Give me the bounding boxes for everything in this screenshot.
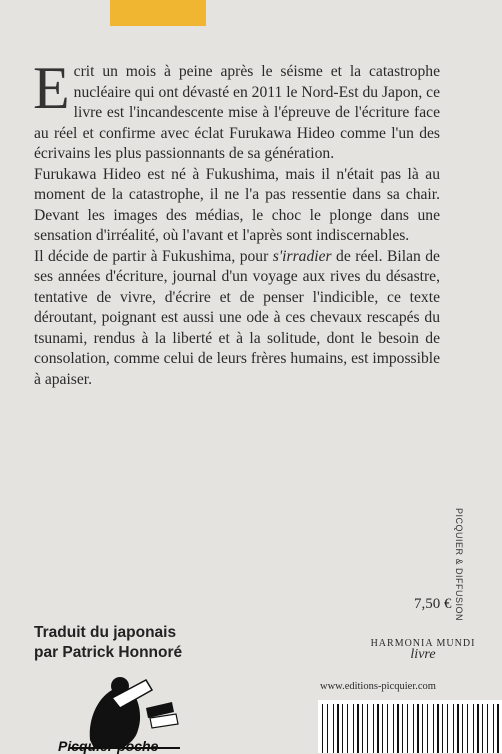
back-cover-blurb	[33, 55, 440, 390]
barcode-bar	[402, 704, 403, 753]
barcode-bar	[347, 704, 348, 753]
barcode-bar	[342, 704, 343, 753]
blurb-paragraph-1	[33, 55, 440, 165]
barcode-bar	[413, 704, 414, 753]
barcode-bar	[433, 704, 434, 753]
barcode-bar	[447, 704, 448, 753]
barcode-bar	[427, 704, 428, 753]
distributor-logo	[358, 638, 488, 663]
barcode-bar	[482, 704, 483, 753]
barcode-bar	[337, 704, 339, 753]
barcode-bar	[453, 704, 454, 753]
drop-cap: E	[33, 55, 70, 121]
barcode-bar	[382, 704, 383, 753]
barcode-bar	[362, 704, 363, 753]
translation-line-2: par Patrick Honnoré	[34, 644, 183, 661]
barcode-bar	[327, 704, 328, 753]
barcode-bar	[487, 704, 488, 753]
blurb-paragraph-3	[34, 247, 440, 391]
blurb-text-3a: Il décide de partir à Fukushima, pour	[34, 247, 273, 265]
distributor-sub: livre	[410, 647, 436, 662]
price-label: 7,50 €	[414, 596, 452, 612]
barcode	[318, 700, 502, 753]
barcode-bar	[407, 704, 408, 753]
barcode-bar	[373, 704, 374, 753]
barcode-bar	[387, 704, 388, 753]
barcode-bar	[442, 704, 443, 753]
barcode-bar	[322, 704, 323, 753]
barcode-bar	[353, 704, 354, 753]
barcode-bar	[467, 704, 468, 753]
barcode-bar	[473, 704, 474, 753]
blurb-italic-term: s'irradier	[272, 247, 332, 265]
barcode-bar	[367, 704, 368, 753]
barcode-bar	[493, 704, 494, 753]
publisher-website: www.editions-picquier.com	[320, 681, 436, 692]
barcode-bar	[497, 704, 499, 753]
translator-credit	[34, 623, 182, 663]
barcode-bar	[397, 704, 399, 753]
barcode-bar	[422, 704, 423, 753]
barcode-bar	[462, 704, 463, 753]
translation-line-1: Traduit du japonais	[34, 624, 177, 641]
blurb-paragraph-2: Furukawa Hideo est né à Fukushima, mais il n'était pas là au moment de la catastrophe, il ne l'a pas ressentie dans sa chair. Devant les images des médias, le choc le plonge dans une sensation d'irréalité, où l'avant et l'après sont indiscernables.	[34, 165, 440, 244]
series-label: Picquier poche	[58, 738, 159, 754]
barcode-bar	[357, 704, 359, 753]
blurb-text-1: crit un mois à peine après le séisme et la catastrophe nucléaire qui ont dévasté en 2011 le Nord-Est du Japon, ce livre est l'incandescente mise à l'épreuve de l'écriture face au réel et confirme avec éclat Furukawa Hideo comme l'un des écrivains les plus passionnants de sa génération.	[34, 63, 440, 162]
blurb-text-3b: de réel. Bilan de ses années d'écriture, journal d'un voyage aux rives du désastre, tentative de vivre, d'écrire et de penser l'indicible, ce texte déroutant, poignant est aussi une ode à ces chevaux rescapés du tsunami, rendus à la liberté et à la solitude, dont le besoin de consolation, comme celui de leurs frères humains, est impossible à apaiser.	[34, 247, 440, 388]
color-band	[110, 0, 206, 26]
barcode-bar	[377, 704, 379, 753]
distributor-name: HARMONIA MUNDI	[370, 638, 476, 649]
barcode-bar	[477, 704, 479, 753]
barcode-bar	[437, 704, 439, 753]
barcode-bar	[417, 704, 419, 753]
barcode-bar	[393, 704, 394, 753]
vertical-imprint: PICQUIER & DIFFUSION	[454, 508, 464, 622]
barcode-bar	[333, 704, 334, 753]
barcode-bar	[457, 704, 459, 753]
